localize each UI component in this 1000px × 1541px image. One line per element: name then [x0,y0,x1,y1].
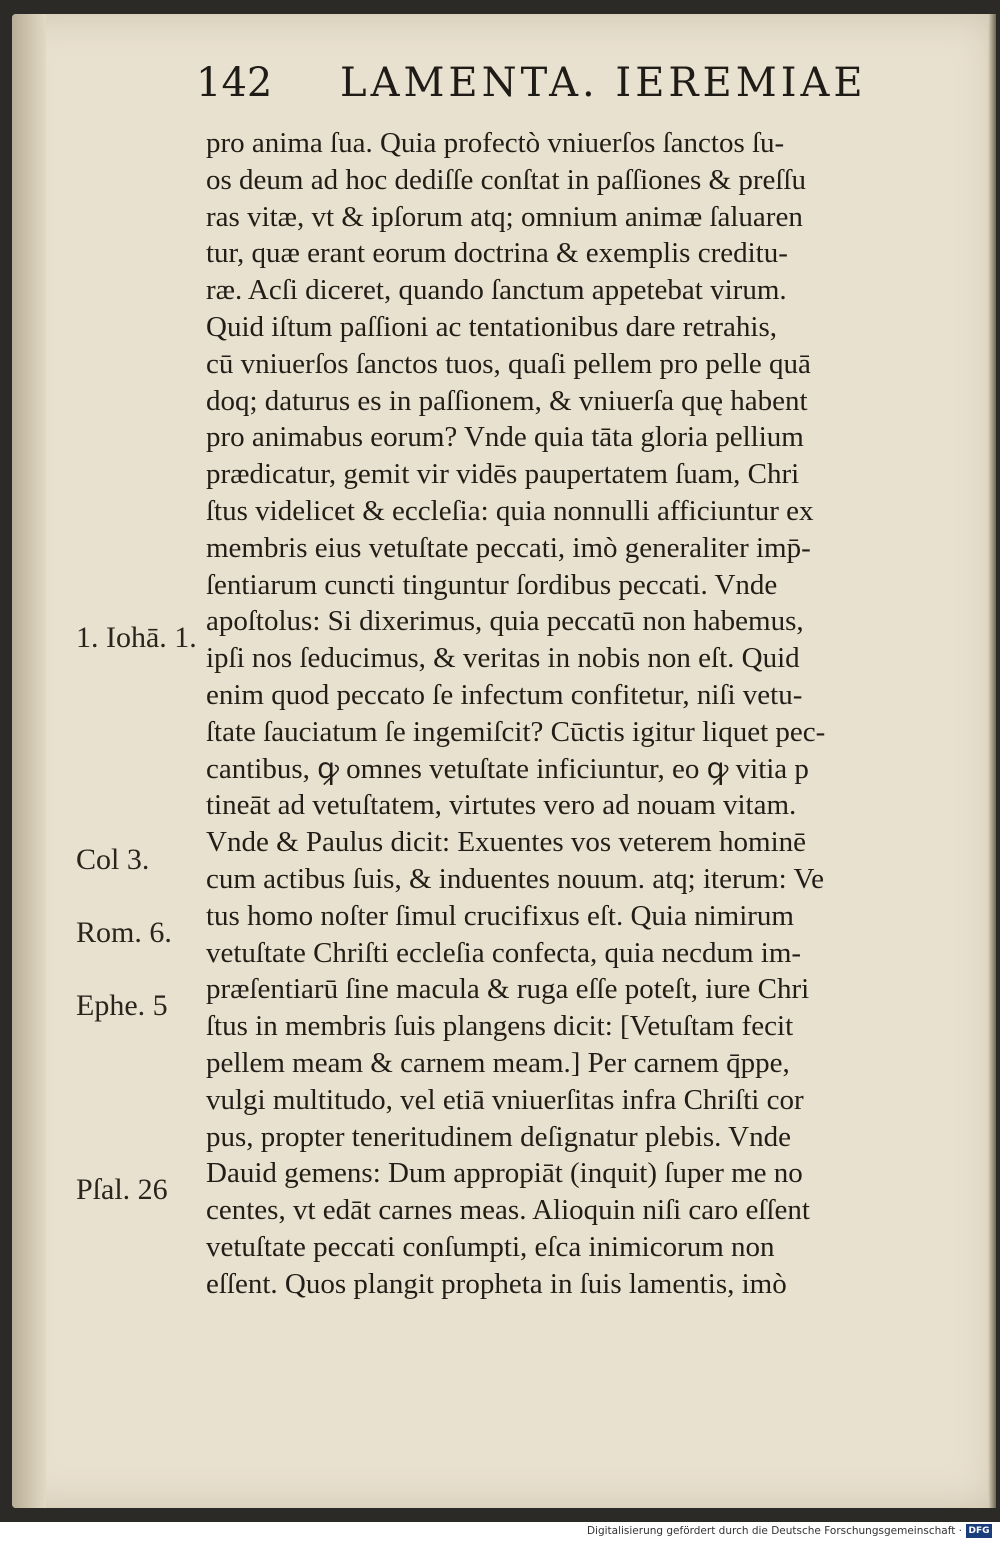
text-line: ipſi nos ſeducimus, & veritas in nobis non eſt. Quid [206,642,800,675]
text-line: pus, propter teneritudinem deſignatur plebis. Vnde [206,1120,791,1153]
text-line: tineāt ad vetuſtatem, virtutes vero ad nouam vitam. [206,789,797,822]
text-line: tus homo noſter ſimul crucifixus eſt. Quia nimirum [206,899,794,932]
text-line: pro anima ſua. Quia profectò vniuerſos ſanctos ſu- [206,127,785,159]
running-title: LAMENTA. IEREMIAE [340,60,867,106]
text-line: cum actibus ſuis, & induentes nouum. atq; iterum: Ve [206,862,825,895]
funding-credit: Digitalisierung gefördert durch die Deutsche Forschungsgemeinschaft · [586,1525,962,1537]
text-line: prædicatur, gemit vir vidēs paupertatem ſuam, Chri [206,458,800,491]
text-line: vetuſtate Chriſti eccleſia confecta, quia necdum im- [206,936,802,969]
digitization-footer [0,1522,1000,1541]
text-line: pellem meam & carnem meam.] Per carnem q̄ppe, [206,1046,790,1079]
text-line: Dauid gemens: Dum appropiāt (inquit) ſuper me no [206,1157,803,1190]
text-line: ſentiarum cuncti tinguntur ſordibus peccati. Vnde [206,568,778,601]
page-edge [988,14,996,1508]
text-line: os deum ad hoc dediſſe conſtat in paſſiones & preſſu [206,163,806,196]
text-line: vulgi multitudo, vel etiā vniuerſitas infra Chriſti cor [206,1083,804,1116]
dfg-logo: DFG [966,1524,992,1538]
text-line: ſtus in membris ſuis plangens dicit: [Vetuſtam fecit [206,1010,794,1043]
text-line: præſentiarū ſine macula & ruga eſſe poteſt, iure Chri [206,973,810,1006]
margin-note: Rom. 6. [76,916,172,949]
text-line: Quid iſtum paſſioni ac tentationibus dare retrahis, [206,310,777,343]
text-line: ras vitæ, vt & ipſorum atq; omnium animæ ſaluaren [206,200,803,233]
text-line: ſtus videlicet & eccleſia: quia nonnulli afficiuntur ex [206,494,814,527]
page-number: 142 [196,60,273,106]
text-line: eſſent. Quos plangit propheta in ſuis lamentis, imò [206,1267,787,1300]
text-line: Vnde & Paulus dicit: Exuentes vos veterem hominē [206,826,807,859]
text-line: cantibus, ꝙ omnes vetuſtate inficiuntur, eo ꝙ vitia p [206,752,809,785]
text-line: cū vniuerſos ſanctos tuos, quaſi pellem pro pelle quā [206,347,811,380]
text-line: pro animabus eorum? Vnde quia tāta gloria pellium [206,421,804,454]
margin-note: 1. Iohā. 1. [76,621,197,654]
margin-note: Col 3. [76,843,150,876]
body-text [206,125,936,1303]
text-line: tur, quæ erant eorum doctrina & exemplis creditu- [206,237,788,270]
text-line: membris eius vetuſtate peccati, imò generaliter imp̄- [206,531,811,564]
text-line: enim quod peccato ſe infectum confitetur, niſi vetu- [206,678,803,711]
margin-note: Pſal. 26 [76,1173,168,1206]
text-line: doq; daturus es in paſſionem, & vniuerſa quę habent [206,384,808,417]
text-line: ſtate ſauciatum ſe ingemiſcit? Cūctis igitur liquet pec- [206,715,826,748]
margin-note: Ephe. 5 [76,989,168,1022]
page-gutter [12,14,46,1508]
text-line: ræ. Acſi diceret, quando ſanctum appetebat virum. [206,274,787,307]
text-line: apoſtolus: Si dixerimus, quia peccatū non habemus, [206,605,804,638]
text-line: centes, vt edāt carnes meas. Alioquin niſi caro eſſent [206,1194,810,1227]
text-line: vetuſtate peccati conſumpti, eſca inimicorum non [206,1230,775,1263]
